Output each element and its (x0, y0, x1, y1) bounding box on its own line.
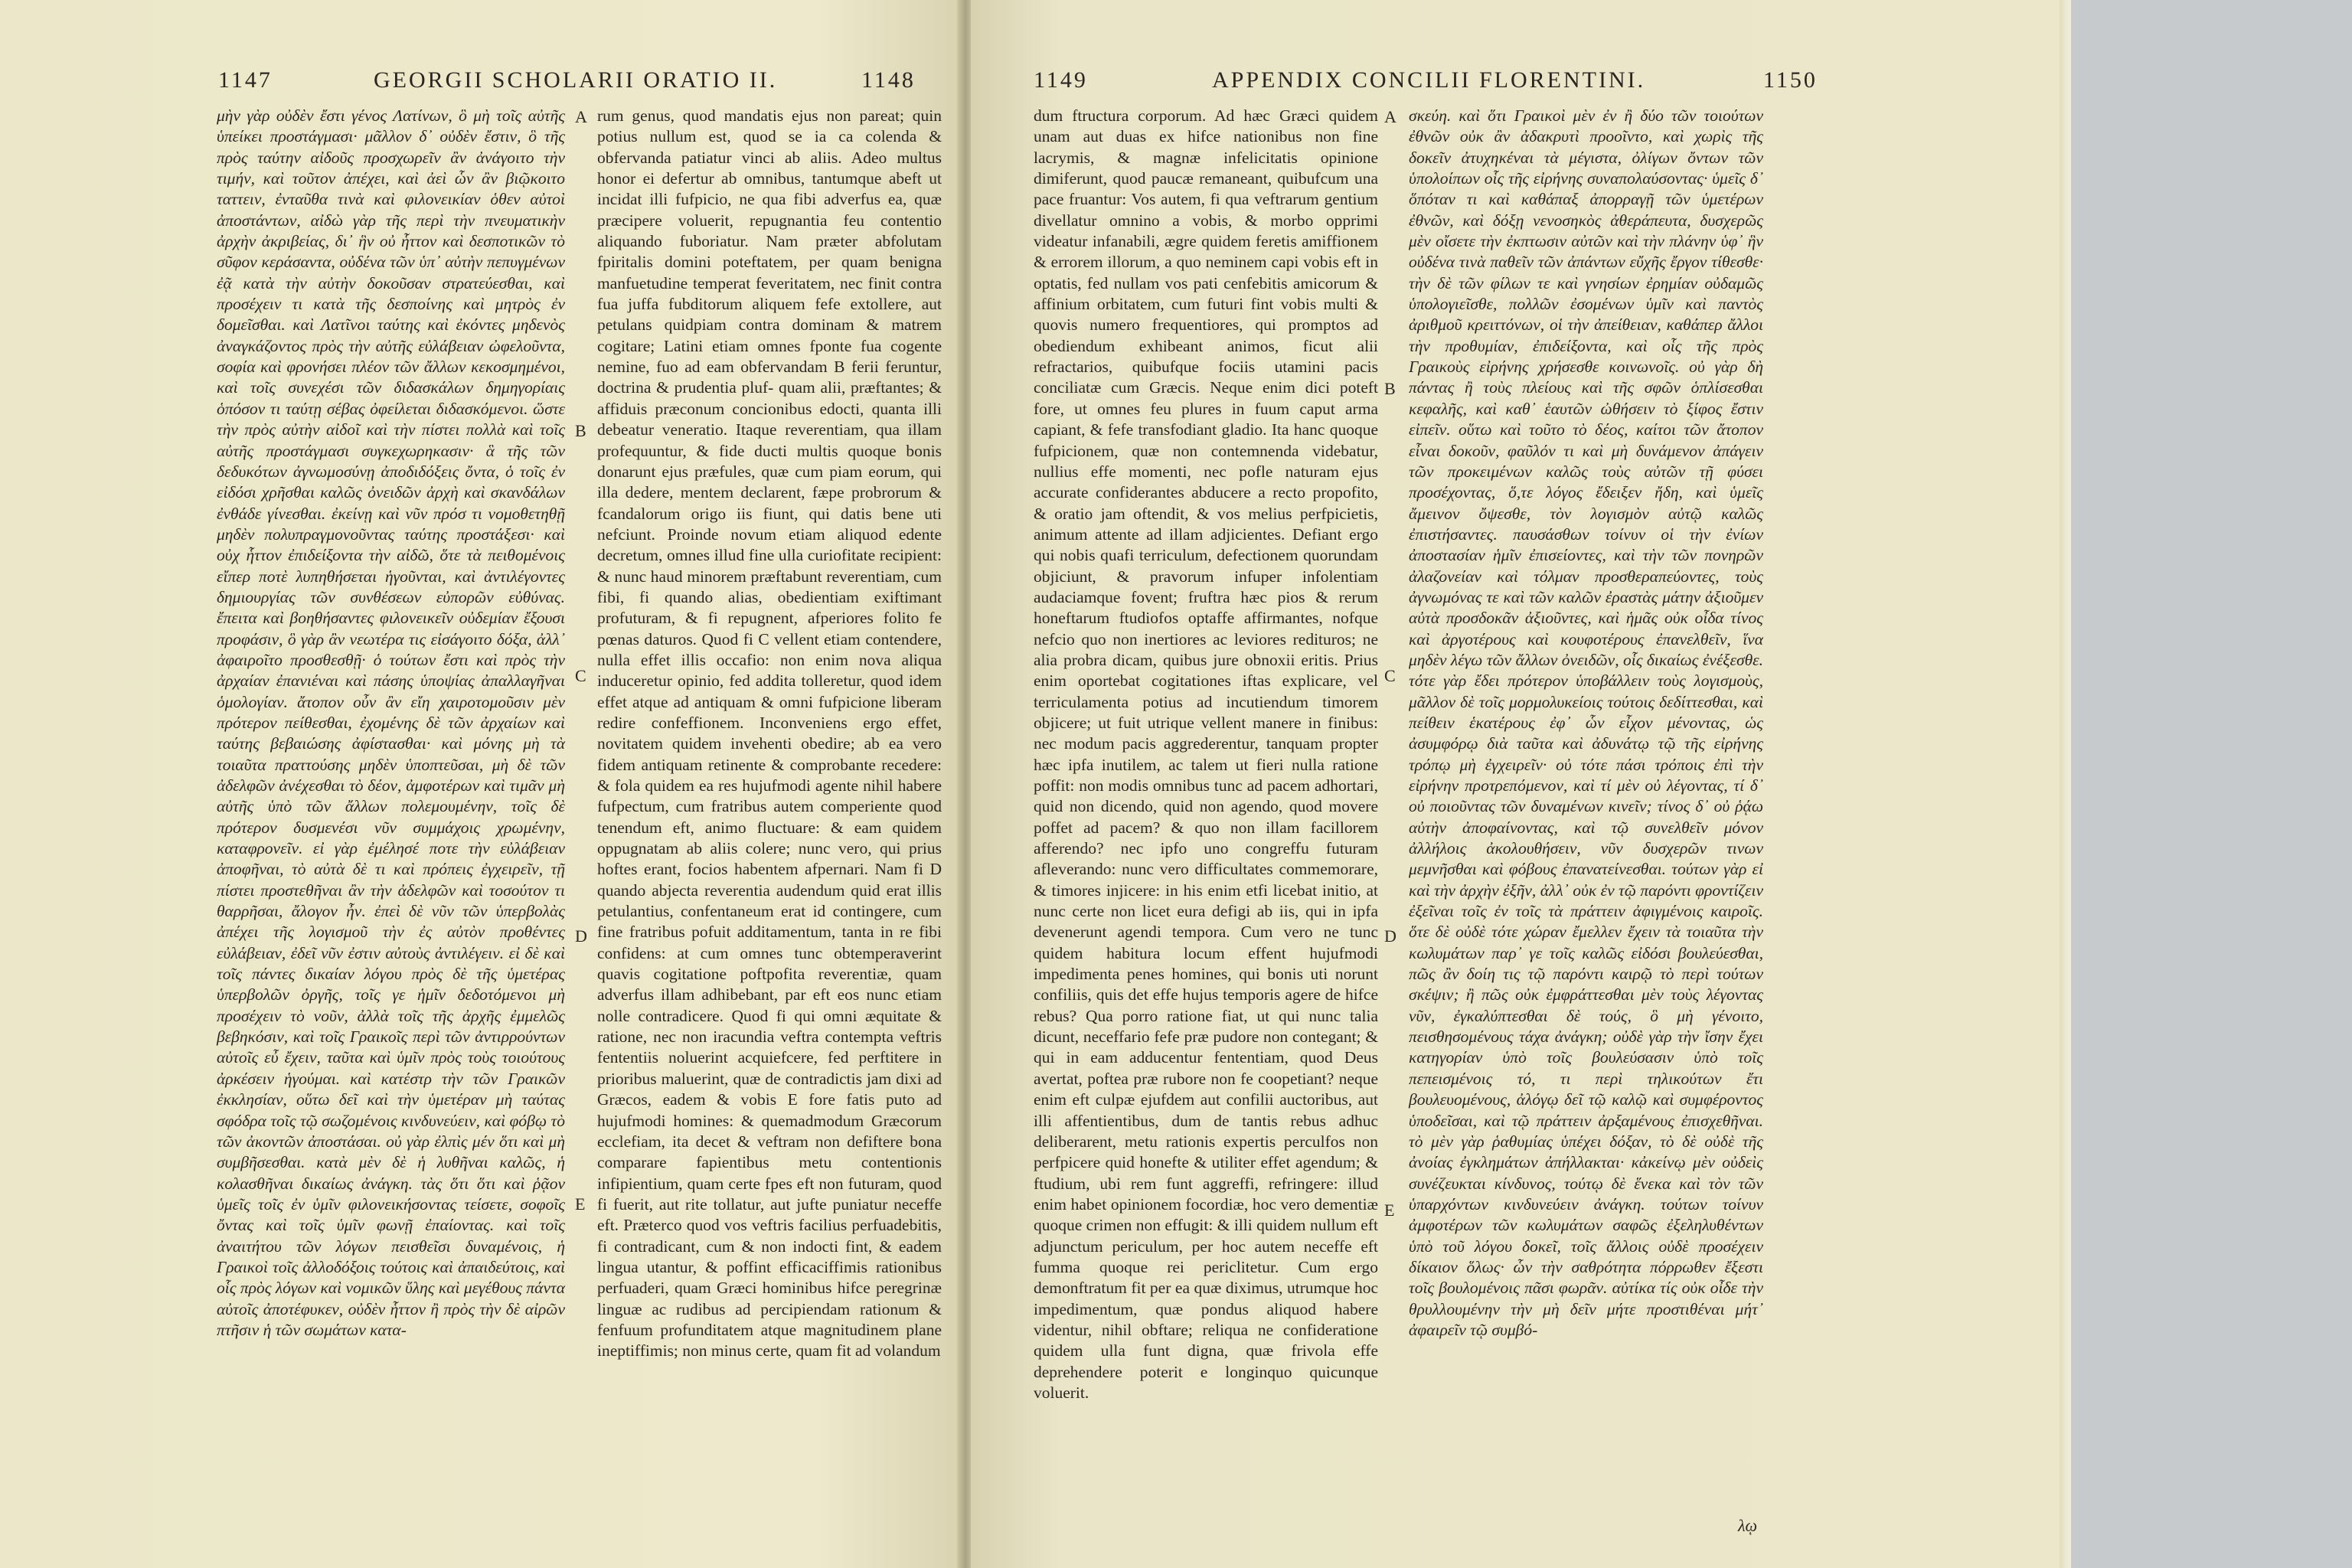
right-page-number-inner: 1150 (1763, 67, 1818, 93)
left-greek-column (217, 106, 565, 1537)
left-page-number-inner: 1148 (861, 67, 916, 93)
margin-letter-e-right: E (1384, 1200, 1395, 1220)
right-latin-text: dum ftructura corporum. Ad hæc Græci quidem unam aut duas ex hifce nationibus non fine lacrymis, & magnæ infelicitatis opinione dimiferunt, quod paucæ remaneant, quibufcum una pace fruantur: Vos autem, fi qua veftrarum gentium divellatur omnino a vobis, & morbo opprimi videatur infanabili, ægre quidem feretis amiffionem & errorem illorum, a quo neminem capi vobis eft in optatis, fed nullam vos pati cenfebitis amicorum & affinium orbitatem, cum futuri fint vobis multi & quovis numero frequentiores, qui promptos ad obediendum exhibeant animos, ficut alii refractarios, quibufque fociis utamini pacis conciliatæ cum Græcis. Neque enim dici poteft fore, ut omnes feu plures in fuum caput arma capiant, & fefe transfodiant gladio. Ita hanc quoque fufpicionem, quæ non contemnenda videbatur, nullius effe momenti, nec pofle naturam ejus accurate confiderantes abducere a recto propofito, & oratio jam oftendit, & vos melius perfpicietis, animum attente ad illam adjicientes. Defiant ergo qui nobis quafi terriculum, defectionem quorundam objiciunt, & pravorum infuper infolentiam audaciamque fovent; fruftra hæc pios & rerum honeftarum ftudiofos optaffe affirmantes, nofque nefcio quo non inertiores ac leviores redituros; ne alia probra dicam, quibus jure obnoxii eritis. Prius enim oportebat cogitationes iftas explicare, vel terriculamenta potius ad incutiendum timorem objicere; ut fuit utrique vellent manere in finibus: nec modum pacis aggrederentur, tanquam propter hæc ipfa inutilem, ac talem ut fieri nulla ratione poffit: non modis omnibus tunc ad pacem adhortari, quid non dicendo, quid non agendo, quod movere poffet ad pacem? & quo non illam facillorem afferendo? nec ipfo uno congreffu futuram afleverando: nunc vero difficultates commemorare, & timores injicere: in his enim etfi licebat initio, at nunc certe non licet eura defigi ab iis, qui in ipfa devenerunt agendi tempora. Cum vero ne tunc quidem habitura locum effent hujufmodi impedimenta penes homines, qui bonis uti norunt confiliis, quis det effe hujus temporis agere de hifce rebus? Qua porro ratione fiat, ut qui nunc talia dicunt, neceffario fefe præ pudore non contegant; & qui in eam adducentur fententiam, quod Deus avertat, poftea præ rubore non fe coopetiant? neque enim eft culpæ ejufdem aut confilii auctoribus, aut illi affentientibus, dum de tantis rebus adhuc deliberarent, metu rationis expertis perculfos non perfpicere quid honefte & utiliter effet agendum; & ftudium, ubi rem funt aggreffi, refringere: illud enim habet opinionem focordiæ, hoc vero dementiæ quoque crimen non effugit: & illi quidem nullum eft adjunctum periculum, per hoc autem neceffe eft fumma quoque rei periclitetur. Cum ergo demonftratum fit per ea quæ diximus, utrumque hoc impedimentum, quæ pondus aliquod habere videntur, nihil obftare; reliqua ne confideratione quidem ulla funt digna, quæ frivola effe deprehendere poterit e longinquo quicunque voluerit. (1034, 106, 1378, 1402)
margin-letter-c: C (575, 666, 586, 685)
right-running-title: APPENDIX CONCILII FLORENTINI. (1212, 67, 1646, 93)
left-page-number-outer: 1147 (218, 67, 273, 93)
catchword: λῳ (1738, 1516, 1758, 1535)
margin-letter-d-right: D (1384, 926, 1396, 946)
right-greek-column (1409, 106, 1763, 1514)
right-greek-text: σκεύη. καὶ ὅτι Γραικοὶ μὲν ἐν ἢ δύο τῶν τοιούτων ἐθνῶν οὐκ ἂν ἀδακρυτὶ προοῖντο, καὶ χωρὶς τῆς δοκεῖν ἀτυχηκέναι τὰ μέγιστα, ὀλίγων ὄντων τῶν ὑπολοίπων οἷς τῆς εἰρήνης συναπολαύσοντας· ὑμεῖς δ᾽ ὅπόταν τι καὶ καθάπαξ ἀπορραγῇ τῶν ὑμετέρων ἐθνῶν, καὶ δόξῃ νενοσηκὸς ἀθεράπευτα, δυσχερῶς μὲν οἴσετε τὴν ἐκπτωσιν αὐτῶν καὶ τὴν πλάνην ὑφ᾽ ἣν οὐδένα τινὰ παθεῖν τῶν ἀπάντων εὔχῆς ἔργον τίθεσθε· τὴν δὲ τῶν φίλων τε καὶ γνησίων ἐρημίαν οὐδαμῶς ὑπολογιεῖσθε, πολλῶν ἐσομένων ὑμῖν καὶ παντὸς ἀριθμοῦ κρειττόνων, οἱ τὴν ἀπείθειαν, καθάπερ ἄλλοι τὴν προθυμίαν, ἐπιδείξοντα, καὶ οἷς τῆς πρὸς Γραικοὺς εἰρήνης χρήσεσθε κοινωνοῖς. οὐ γὰρ δὴ πάντας ἢ τοὺς πλείους καὶ τῆς σφῶν ὁπλίσεσθαι κεφαλῆς, καὶ καθ᾽ ἑαυτῶν ὠθήσειν τὸ ξίφος ἔστιν εἰπεῖν. οὕτω καὶ τοῦτο τὸ δέος, καίτοι τῶν ἄτοπον εἶναι δοκοῦν, φαῦλόν τι καὶ μὴ δυνάμενον ἀπάγειν τῶν προκειμένων καλῶς τοὺς αὐτῶν τῇ φύσει προσέχοντας, ὅ,τε λόγος ἔδειξεν ἤδη, καὶ ὑμεῖς ἄμεινον ὄψεσθε, τὸν λογισμὸν αὐτῷ καλῶς ἐπιστήσαντες. παυσάσθων τοίνυν οἱ τὴν ἐνίων ἀποστασίαν ἡμῖν ἐπισείοντες, καὶ τὴν τῶν πονηρῶν ἀλαζονείαν καὶ τόλμαν προσθεραπεύοντες, τοὺς ἀγνωμόνας τε καὶ τῶν καλῶν ἐραστὰς μάτην ἀξιοῦμεν αὐτὰ προσδοκᾶν ἀξιοῦντες, καὶ ἡμᾶς οὐκ οἶδα τίνος καὶ ἀργοτέρους καὶ κουφοτέρους ἐπανελθεῖν, ἵνα μηδὲν λέγω τῶν ἄλλων ὀνειδῶν, οἷς δικαίως ἐνέξεσθε. τότε γὰρ ἔδει πρότερον ὑποβάλλειν τοὺς λογισμοὺς, μᾶλλον δὲ τοῖς μορμολυκείοις τούτοις δεδίττεσθαι, καὶ πείθειν ἑκατέρους ἐφ᾽ ὧν εἶχον μένοντας, ὡς ἀσυμφόρῳ διὰ ταῦτα καὶ ἀδυνάτῳ τῷ τῆς εἰρήνης τρόπῳ μὴ ἐγχειρεῖν· οὐ τότε πάσι τρόποις ἐπὶ τὴν εἰρήνην προτρεπόμενον, καὶ τί μὲν οὐ λέγοντας, τί δ᾽ οὐ ποιοῦντας τῶν δυναμένων κινεῖν; τίνος δ᾽ οὐ ῥᾴω αὐτὴν ἀποφαίνοντας, καὶ τῷ συνελθεῖν μόνον ἀλλήλοις ἀκολουθήσειν, νῦν δυσχερῶν τινων μεμνῆσθαι καὶ φόβους ἐπανατείνεσθαι. τούτων γὰρ εἰ καὶ τὴν ἀρχὴν ἐξῆν, ἀλλ᾽ οὐκ ἐν τῷ παρόντι φροντίζειν ἐξεῖναι τοῖς ἐν τοῖς τὰ πράττειν ἀφιγμένοις καιροῖς. ὅτε δὲ οὐδὲ τότε χώραν ἔμελλεν ἔχειν τὰ τοιαῦτα τὴν κωλυμάτων παρ᾽ γε τοῖς καλῶς εἰδόσι βουλεύεσθαι, πῶς ἂν δοίη τις τῷ παρόντι καιρῷ τὸ περὶ τούτων σκέψιν; ἢ πῶς οὐκ ἐμφράττεσθαι μὲν τοὺς λέγοντας νῦν, ἐγκαλύπτεσθαι δὲ τούς, ὃ μὴ γένοιτο, πεισθησομένους τάχα ἀνάγκη; οὐδὲ γὰρ τὴν ἴσην ἔχει κατηγορίαν ὑπὸ τοῖς βουλεύσασιν ὑπὸ τοῖς πεπεισμένοις τό, τι περὶ τηλικούτων ἔτι βουλευομένους, ἀλόγῳ δεῖ τῷ καλῷ καὶ συμφέροντος ὑποδεῖσαι, καὶ τῷ πράττειν ἀρξαμένους ἐπισχεθῆναι. τὸ μὲν γὰρ ῥαθυμίας ὑπέχει δόξαν, τὸ δὲ οὐδὲ τῆς ἀνοίας ἐγκλημάτων ἀπήλλακται· κἀκείνῳ μὲν οὐδεὶς συνέζευκται κίνδυνος, τούτῳ δὲ ἕνεκα καὶ τὸν τῶν ὑπαρχόντων κινδυνεύειν ἀνάγκη. τούτων τοίνυν ἀμφοτέρων τῶν κωλυμάτων σαφῶς ἐξεληλυθέντων ὑπὸ τοῦ λόγου δοκεῖ, τοῖς ἄλλοις οὐδὲ προσέχειν δίκαιον ὅλως· ὧν τὴν σαθρότητα πόρρωθεν ἔξεστι τοῖς βουλομένοις πᾶσι φωρᾶν. αὐτίκα τίς οὐκ οἶδε τὴν θρυλλουμένην τὴν μὴ δεῖν μήτε προστιθέναι μήτ᾽ ἀφαιρεῖν τῷ συμβό- (1409, 106, 1763, 1339)
margin-letter-a-right: A (1384, 107, 1396, 126)
left-latin-text: rum genus, quod mandatis ejus non pareat; quin potius nullum est, quod se ia ca colenda & obfervanda patiatur vinci ab aliis. Adeo multus honor ei defertur ab omnibus, tantumque abeft ut incidat illi fufpicio, ne qua fibi adverfus ea, quæ præcipere voluerit, repugnantia feu contentio aliquando fuboriatur. Nam præter abfolutam fpiritalis domini poteftatem, per quam benigna manfuetudine temperat feveritatem, nec finit contra fua juffa fubditorum aliquem fefe extollere, aut petulans quidpiam contra dominam & matrem cogitare; Latini etiam omnes fponte fua cogente nemine, fuo ad eam obfervandam B ferii feruntur, doctrina & prudentia pluf- quam alii, præftantes; & affiduis præconum concionibus edocti, quanta illi debeatur veneratio. Itaque reverentiam, qua illam profequuntur, & fide ducti multis quoque bonis donarunt ejus præfules, quæ cum piam eorum, qui illa dedere, mentem declarent, fæpe probrorum & fcandalorum origo iis fiunt, qui datis bene uti nefciunt. Proinde novum etiam aliquod edente decretum, omnes illud fine ulla curiofitate recipient: & nunc haud minorem præftabunt reverentiam, cum fibi, fi quando alias, obedientiam exiftimant profuturam, & fi repugnent, afperiores folito fe pœnas daturos. Quod fi C vellent etiam contendere, nulla effet illis occafio: non enim nova aliqua induceretur opinio, fed addita tolleretur, quod idem effet atque ad antiquam & omni fufpicione liberam redire confeffionem. Inconveniens ergo effet, novitatem quidem invehenti obedire; ab ea vero fidem antiquam retinente & comprobante recedere: & fola quidem ea res hujufmodi agente nihil habere fufpectum, cum fratribus autem comperiente quod tenendum eft, animo fluctuare: & eam quidem oppugnatam ab aliis colere; nunc vero, qui prius hoftes erant, focios habentem afpernari. Nam fi D quando abjecta reverentia audendum quid erat illis petulantius, confentaneum erat id contingere, cum fine fratribus pofuit additamentum, tanta in re fibi confidens: at cum omnes tunc obtemperaverint quavis cogitatione poftpofita reverentiæ, quam adverfus illam adhibebant, par eft eos nunc etiam nolle contradicere. Quod fi qui omni æquitate & ratione, nec non iracundia veftra contempta veftris fententiis noluerint acquiefcere, fed perftitere in prioribus maluerint, quæ de contradictis jam dixi ad Græcos, eadem & vobis E fore fatis puto ad hujufmodi homines: & quemadmodum Græcorum ecclefiam, ita decet & veftram non defiftere bona comparare fapientibus metu contentionis infipientium, quam certe fpes eft non futuram, quod fi fuerit, aut rite tollatur, aut jufte puniatur neceffe eft. Præterco quod vos veftris facilius perfuadebitis, fi contradicant, cum & non indocti fint, & eadem lingua utantur, & poffint efficaciffimis rationibus perfuaderi, quam Græci hominibus hifce peregrinæ linguæ ac rudibus ad percipiendam rationum & fenfuum profunditatem atque magnitudinem plane ineptiffimis; non minus certe, quam fit ad volandum (597, 106, 942, 1361)
left-page (0, 0, 961, 1568)
margin-letter-c-right: C (1384, 666, 1396, 685)
left-running-title: GEORGII SCHOLARII ORATIO II. (374, 67, 778, 93)
margin-letter-e: E (575, 1194, 586, 1214)
page-edge (2060, 0, 2071, 1568)
margin-letter-d: D (575, 926, 587, 946)
left-latin-column (597, 106, 942, 1537)
right-latin-column (1034, 106, 1378, 1537)
left-greek-text: μὴν γὰρ οὐδὲν ἔστι γένος Λατίνων, ὃ μὴ τοῖς αὐτῆς ὑπείκει προστάγμασι· μᾶλλον δ᾽ οὐδὲν ἔστιν, ὃ τῆς πρὸς ταύτην αἰδοῦς προσχωρεῖν ἂν ἀνάγοιτο τὴν τιμήν, καὶ τοῦτον ἀπέχει, καὶ ἀεὶ ὧν ἂν βιῷκοιτο ταττειν, ἐνταῦθα τινὰ καὶ φιλονεικίαν ὁθεν αὐτοὶ ἀποστάντων, αἰδὼ γὰρ τῆς περὶ τὴν πνευματικὴν ἀρχὴν ἀκριβείας, δι᾽ ἣν οὐ ἧττον καὶ δεσποτικῶν τὸ σῦφον κεράσαντα, οὐδένα τῶν ὑπ᾽ αὐτὴν πεπυγμένων ἐᾷ κατὰ τὴν αὐτὴν δοκοῦσαν στρατεύεσθαι, καὶ προσέχειν τι κατὰ τῆς δεσποίνης καὶ μητρὸς ἐν δομεῖσθαι. καὶ Λατῖνοι ταύτης καὶ ἐκόντες μηδενὸς ἀναγκάζοντος πρὸς τὴν αὐτῆς εὐλάβειαν ὠφελοῦντα, σοφία καὶ φρονήσει πλέον τῶν ἄλλων κεκοσμημένοι, καὶ τοῖς συνεχέσι τῶν διδασκάλων δημηγορίαις ὁπόσον τι ταύτῃ σέβας ὀφείλεται διδασκόμενοι. ὥστε τὴν πρὸς αὐτὴν αἰδοῖ καὶ τὴν πίστει πολλὰ καὶ τοῖς αὐτῆς προστάγμασι συγκεχωρηκασιν· ἃ τῆς τῶν δεδυκότων ἀγνωμοσύνῃ ἀποδιδόξεις ὄντα, ὁ τοῖς ἐν εἰδόσι χρῆσθαι καλῶς ὀνειδῶν ἀρχὴ καὶ σκανδάλων ἐνθάδε γίνεσθαι. ἐκείνῃ καὶ νῦν πρόσ τι νομοθετηθῇ μηδὲν πολυπραγμονοῦντας ταύτης προστάξεσι· καὶ οὐχ ἧττον ἐπιδείξοντα τὴν αἰδῶ, ὅτε τὰ πειθομένοις εἴπερ ποτὲ λυπηθήσεται ἡγοῦνται, καὶ ἀντιλέγοντες δημιουργίας τῶν συνθέσεων εὐπορῶν εὐθύνας. ἔπειτα καὶ βοηθήσαντες φιλονεικεῖν οὐδεμίαν ἔξουσι προφάσιν, ὃ γὰρ ἂν νεωτέρα τις εἰσάγοιτο δόξα, ἀλλ᾽ ἀφαιροῖτο προσθεσθῇ· ὁ τούτων ἔστι καὶ πρὸς τὴν ἀρχαίαν ἐπανιέναι καὶ πάσης ὑποψίας ἀπαλλαγῆναι ὁμολογίαν. ἄτοπον οὖν ἂν εἴη χαιροτομοῦσιν μὲν πρότερον πείθεσθαι, ἐχομένης δὲ τῶν ἀρχαίων καὶ ταύτης βεβαιώσης ἀφίστασθαι· καὶ μόνης μὴ τὰ τοιαῦτα πραττούσης μηδὲν ὑποπτεῦσαι, μὴ δὲ τῶν ἀδελφῶν ἀνέχεσθαι τὸ δέον, ἀμφοτέρων καὶ τιμᾶν μὴ αὐτῆς ὑπὸ τῶν ἄλλων πολεμουμένην, τοῖς δὲ πρότερον δυσμενέσι νῦν συμμάχοις χρωμένην, καταφρονεῖν. εἰ γὰρ ἐμέλησέ ποτε τὴν εὐλάβειαν ἀποφῆναι, τὸ αὐτὰ δὲ τι καὶ πρόπεις ἐγχειρεῖν, τῇ πίστει προστεθῆναι ἂν τὴν ἀδελφῶν καὶ τοσούτον τι θαρρῆσαι, ἄλογον ἦν. ἐπεὶ δὲ νῦν τῶν ὑπερβολὰς ἀπέχει τῆς λογισμοῦ τὴν ἐς αὐτὸν προθέντες εὐλάβειαν, ἐδεῖ νῦν ἐστιν αὐτοὺς ἀντιλέγειν. εἰ δὲ καὶ τοῖς πάντες δικαίαν λόγου πρὸς δὲ τῆς ὑμετέρας ὑπερβολῶν ὀργῆς, τοῖς γε ἡμῖν δεδοτόμενοι μὴ προσέχειν τὸ νοῦν, ἀλλὰ τοῖς τῆς ἀρχῆς ἐμμελῶς βεβηκόσιν, καὶ τοῖς Γραικοῖς περὶ τῶν ἀντιρρούντων αὐτοῖς εὖ ἔχειν, ταῦτα καὶ ὑμῖν πρὸς τοὺς τοιούτους ἀρκέσειν ἡγούμαι. καὶ κατέστρ τὴν τῶν Γραικῶν ἐκκλησίαν, οὕτω δεῖ καὶ τὴν ὑμετέραν μὴ ταύτας σφόδρα τοῖς τῷ σωζομένοις κινδυνεύειν, καὶ φόβῳ τὸ τῶν ἀκοντῶν ἀποστάσαι. οὐ γὰρ ἐλπὶς μέν ὅτι καὶ μὴ συμβῆσεσθαι. κατὰ μὲν δὲ ἡ λυθῆναι καλῶς, ἡ κολασθῆναι δικαίως ἀνάγκη. τὰς ὅτι ὅτι καὶ ῥᾷον ὑμεῖς τοῖς ἐν ὑμῖν φιλονεικήσοντας τείσετε, σοφοῖς ὄντας καὶ τοῖς ὑμῖν φωνῇ ἐπαίοντας. καὶ τοῖς ἀναιτήτου τῶν λόγων πεισθεῖσι δυναμένοις, ἡ Γραικοὶ τοῖς ἀλλοδόξοις τούτοις καὶ ἀπαιδεύτοις, καὶ οἷς πρὸς λόγων καὶ νομικῶν ὕλης καὶ μεγέθους πάντα αὐτοῖς ἀποτέφυκεν, οὐδὲν ἧττον ἢ πρὸς τὴν δὲ αἰρῶν πτῆσιν ἡ τῶν σωμάτων κατα- (217, 106, 565, 1339)
margin-letter-b: B (575, 421, 586, 440)
margin-letter-a: A (575, 107, 587, 126)
right-page (971, 0, 2071, 1568)
right-page-number-outer: 1149 (1034, 67, 1088, 93)
margin-letter-b-right: B (1384, 379, 1396, 398)
